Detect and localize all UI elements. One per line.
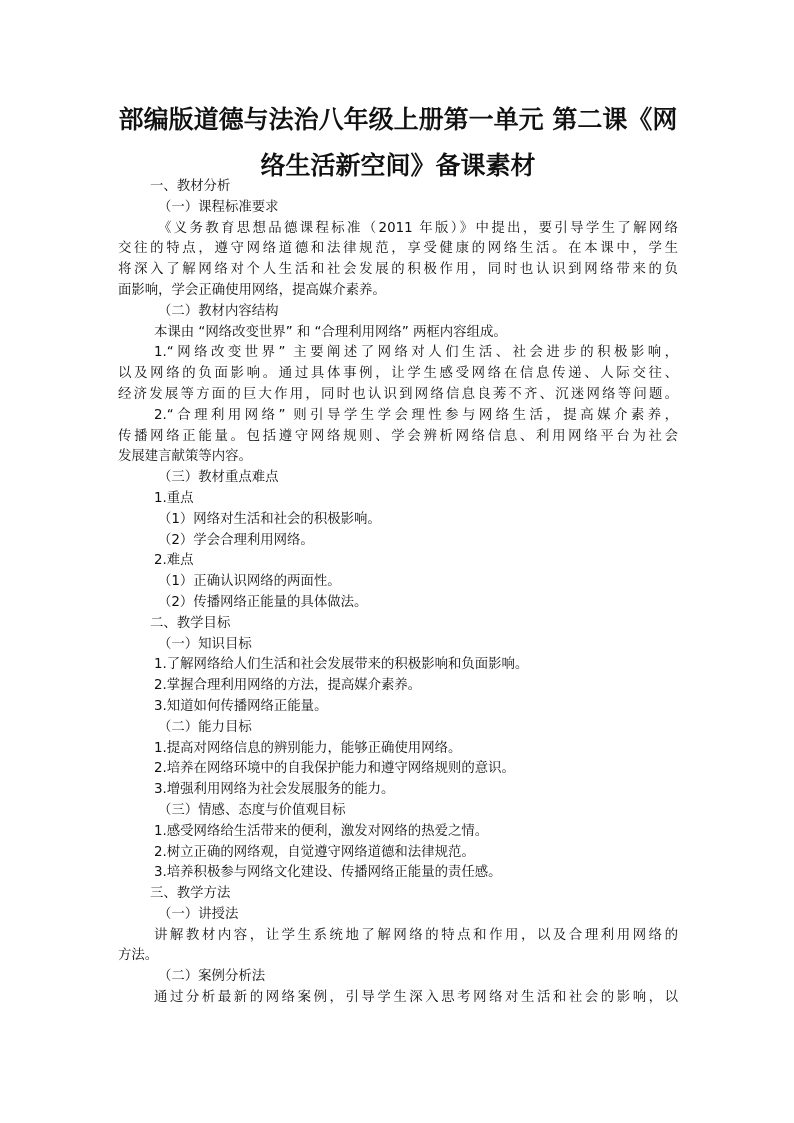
- paragraph-line: 《义务教育思想品德课程标准（2011 年版）》中提出，要引导学生了解网络: [158, 220, 678, 236]
- paragraph-line: 交往的特点，遵守网络道德和法律规范，享受健康的网络生活。在本课中，学生: [118, 241, 678, 257]
- section-heading: 一、教材分析: [150, 179, 231, 194]
- paragraph-line: 1.“网络改变世界” 主要阐述了网络对人们生活、社会进步的积极影响，: [154, 345, 678, 361]
- paragraph-line: 2.“合理利用网络” 则引导学生学会理性参与网络生活，提高媒介素养，: [154, 407, 678, 423]
- subsection-heading: （三）情感、态度与价值观目标: [158, 802, 346, 818]
- subsection-heading: （二）教材内容结构: [158, 303, 279, 319]
- list-item: 3.知道如何传播网络正能量。: [154, 698, 328, 714]
- subsection-heading: （二）案例分析法: [158, 969, 266, 985]
- list-item: 1.了解网络给人们生活和社会发展带来的积极影响和负面影响。: [154, 657, 529, 673]
- subsection-heading: （三）教材重点难点: [158, 470, 279, 486]
- section-heading: 三、教学方法: [150, 886, 231, 902]
- list-item: 3.培养积极参与网络文化建设、传播网络正能量的责任感。: [154, 865, 502, 881]
- list-item: 1.提高对网络信息的辨别能力，能够正确使用网络。: [154, 740, 462, 756]
- paragraph-line: 面影响，学会正确使用网络，提高媒介素养。: [118, 282, 386, 298]
- paragraph-line: 将深入了解网络对个人生活和社会发展的积极作用，同时也认识到网络带来的负: [118, 262, 678, 278]
- title-line-1: 部编版道德与法治八年级上册第一单元 第二课《网: [118, 105, 678, 134]
- list-item: （2）传播网络正能量的具体做法。: [158, 594, 368, 610]
- paragraph-line: 发展建言献策等内容。: [118, 449, 252, 465]
- list-item: （1）网络对生活和社会的积极影响。: [158, 511, 381, 527]
- document-body: [118, 177, 678, 1009]
- subsection-heading: （一）课程标准要求: [158, 199, 279, 215]
- paragraph-line: 通过分析最新的网络案例，引导学生深入思考网络对生活和社会的影响，以: [154, 990, 678, 1006]
- paragraph-line: 经济发展等方面的巨大作用，同时也认识到网络信息良莠不齐、沉迷网络等问题。: [118, 386, 678, 402]
- subsection-heading: （一）知识目标: [158, 636, 252, 652]
- list-item: （1）正确认识网络的两面性。: [158, 574, 341, 590]
- list-heading: 1.重点: [154, 490, 194, 506]
- subsection-heading: （二）能力目标: [158, 719, 252, 735]
- list-item: （2）学会合理利用网络。: [158, 532, 314, 548]
- paragraph-line: 本课由 “网络改变世界” 和 “合理利用网络” 两框内容组成。: [154, 324, 507, 340]
- list-item: 2.树立正确的网络观，自觉遵守网络道德和法律规范。: [154, 844, 475, 860]
- list-item: 2.掌握合理利用网络的方法，提高媒介素养。: [154, 678, 422, 694]
- paragraph-line: 讲解教材内容，让学生系统地了解网络的特点和作用，以及合理利用网络的: [154, 927, 678, 943]
- list-heading: 2.难点: [154, 553, 194, 569]
- subsection-heading: （一）讲授法: [158, 906, 239, 922]
- paragraph-line: 传播网络正能量。包括遵守网络规则、学会辨析网络信息、利用网络平台为社会: [118, 428, 678, 444]
- document-title: [118, 97, 678, 189]
- section-heading: 二、教学目标: [150, 615, 231, 631]
- paragraph-line: 以及网络的负面影响。通过具体事例，让学生感受网络在信息传递、人际交往、: [118, 366, 678, 382]
- paragraph-line: 方法。: [118, 948, 159, 964]
- list-item: 2.培养在网络环境中的自我保护能力和遵守网络规则的意识。: [154, 761, 515, 777]
- title-line-2: 络生活新空间》备课素材: [260, 151, 536, 180]
- list-item: 1.感受网络给生活带来的便利，激发对网络的热爱之情。: [154, 823, 489, 839]
- list-item: 3.增强利用网络为社会发展服务的能力。: [154, 782, 395, 798]
